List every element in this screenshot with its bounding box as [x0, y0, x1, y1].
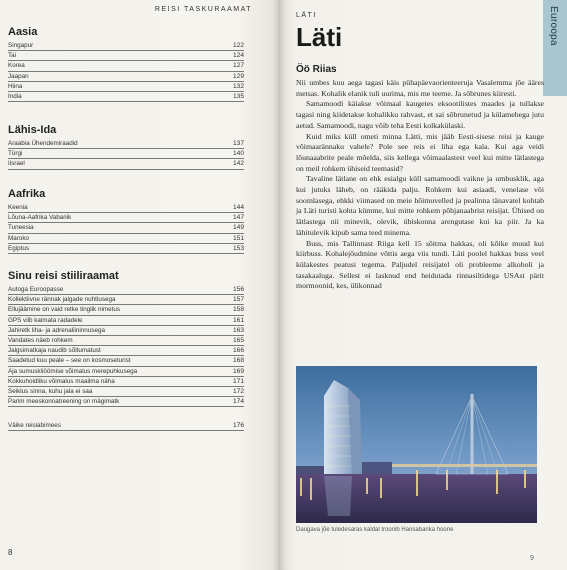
toc-entry [8, 92, 244, 102]
toc-entry-label: Maroko [8, 234, 29, 242]
toc-entry-page: 158 [232, 306, 244, 314]
toc-entry [8, 336, 244, 346]
toc-entry-page: 166 [232, 347, 244, 355]
toc-entry-label: Korea [8, 62, 25, 70]
article-body [296, 78, 544, 292]
toc-entry-page: 156 [232, 286, 244, 293]
toc-entry [8, 356, 244, 366]
photo-caption: Daugava jõe tuledesaras kaldal troonib Hansabanka hoone [296, 527, 454, 533]
toc-entry [8, 203, 244, 213]
toc-entry-page: 140 [232, 150, 244, 158]
left-page [0, 0, 278, 570]
toc-entry [8, 305, 244, 315]
toc-entry-page: 144 [232, 204, 244, 211]
toc-entry [8, 41, 244, 51]
page-number: 8 [8, 548, 13, 557]
toc-entry-label: Tai [8, 52, 17, 60]
toc-entry-label: Keenia [8, 204, 28, 211]
running-head: LÄTI [296, 12, 317, 19]
toc-entry-label: Hiina [8, 82, 23, 90]
toc-entry-label: Jaapan [8, 72, 29, 80]
toc-entry [8, 234, 244, 244]
toc-heading: Aafrika [8, 188, 46, 200]
toc-entry-page: 149 [232, 224, 244, 232]
toc-entry [8, 149, 244, 159]
section-tab-label: Euroopa [548, 6, 559, 46]
toc-entry [8, 139, 244, 149]
riga-night-photo [296, 366, 537, 523]
toc-entry-label: Lõuna-Aafrika Vabariik [8, 214, 72, 222]
toc-entry [8, 295, 244, 305]
paragraph: Kuid miks küll ometi minna Lätti, mis jääb Eesti-sisese reisi ja kauge võimaarännaku vahele? Pole see reis ei liha ega kala. Kui aga veidi lõunaaabrite peale mõelda, siis kellega võimaalastest veel kui mitte lätlastega on meil rohkem ühiseid teemasid? [296, 131, 544, 173]
toc-spacer [8, 407, 244, 421]
toc-section-lahis-ida [8, 124, 244, 170]
toc-entry [8, 421, 244, 431]
photo-illustration [296, 366, 537, 523]
toc-entry-page: 174 [232, 398, 244, 406]
toc-entry [8, 51, 244, 61]
toc-entry-label: Jalgsimatkaja naudib sõltumatust [8, 347, 101, 355]
toc-entry-page: 169 [232, 367, 244, 375]
toc-entry-label: Singapur [8, 42, 34, 49]
toc-heading: Sinu reisi stiiliraamat [8, 270, 119, 282]
article-subhead: Öö Riias [296, 64, 337, 75]
paragraph: Samamoodi käiakse võimaal kaugetes eksootilistes maades ja tullakse tagasi ning kiidetakse kohalikku rahvast, et sai sõbrunetud ja külamehega jutu aetud. Samamoodi, nagu võib teha Eesti kolkakülaski. [296, 99, 544, 130]
chapter-title: Läti [296, 22, 343, 52]
toc-entry-label: Saadetud kuu peale – see on kosmoseturist [8, 357, 131, 365]
toc-heading: Lähis-Ida [8, 124, 57, 136]
toc-entry [8, 72, 244, 82]
toc-entry-label: Kokkuhoidliku võimalus maailma näha [8, 377, 115, 385]
toc-entry-label: Jahiretk liha- ja adrenaliininnusega [8, 326, 105, 334]
paragraph: Nii umbes kuu aega tagasi käis pühapäevaorienteeruja Vasalemma jõe ääres metsas. Kohalik elanik tuli uurima, mis me teeme. Ja sõbrunes kiiresti. [296, 78, 544, 98]
toc-entry [8, 316, 244, 326]
paragraph: Tavaline lätlane on ehk esialgu küll samamoodi vaikne ja umbusklik, aga kui jutuks läheb, on rääkida palju. Rohkem kui asiaadi, venelase või soomlasega, ehkki viimased on meie hõimuvelled ja pealinna tänavatel kohtab ja Läti turisti kohta kümme, kui mitte rohkem põhjanaabrist reisijat. Ühised on lätlastega nii minevik, olevik, ühiskonna arengutase kui ka piir. Ja ka lähitulevik kipub sama teed minema. [296, 174, 544, 237]
toc-entry [8, 346, 244, 356]
book-gutter [272, 0, 286, 570]
toc-entry-page: 157 [232, 296, 244, 304]
toc-entry-label: Türgi [8, 150, 23, 158]
toc-entry [8, 213, 244, 223]
toc-entry-page: 124 [232, 52, 244, 60]
toc-entry [8, 159, 244, 169]
toc-entry-label: GPS viib kaimata radadele [8, 316, 83, 324]
toc-entry-page: 161 [232, 316, 244, 324]
toc-entry [8, 326, 244, 336]
toc-entry-page: 176 [232, 422, 244, 430]
toc-entry [8, 285, 244, 295]
toc-entry-label: Parim meeskonnatreening on mägimatk [8, 398, 120, 406]
toc-entry-page: 129 [232, 72, 244, 80]
toc-entry [8, 61, 244, 71]
toc-entry-label: Kollektiivne rännak jalgade nuhtlusega [8, 296, 116, 304]
toc-entry-page: 171 [232, 377, 244, 385]
toc-entry-label: Seiklus sinna, kuhu jala ei saa [8, 387, 93, 395]
toc-entry [8, 82, 244, 92]
toc-entry-page: 135 [232, 92, 244, 100]
toc-entry-page: 127 [232, 62, 244, 70]
toc-entry-label: Iisrael [8, 160, 25, 168]
toc-entry-page: 122 [232, 42, 244, 49]
toc-entry-label: Ellujäämine on vaid retke tinglik nimetus [8, 306, 121, 314]
paragraph: Buss, mis Tallinnast Riiga kell 15 sõitma hakkas, oli kõike muud kui kiirbuss. Kohalejõudmine võttis aega viis tundi. Läti poolel hakkas buss veel külakestes peatusi tegema. Paljudel reisijatel oli probleeme alkoholi ja tasakaaluga. Sellest ei lasknud end heidutada rinnasiltidega USAst pärit mormoonid, kes, ülikonnad [296, 238, 544, 291]
toc-section-aafrika [8, 188, 244, 254]
toc-entry-page: 163 [232, 326, 244, 334]
toc-entry-label: Tuneesia [8, 224, 34, 232]
toc-entry [8, 244, 244, 254]
toc-entry-page: 132 [232, 82, 244, 90]
toc-entry [8, 367, 244, 377]
running-head: REISI TASKURAAMAT [154, 6, 252, 13]
toc-entry-label: Väike reisiabimees [8, 422, 61, 430]
toc-section-aasia [8, 26, 244, 102]
toc-entry-page: 153 [232, 244, 244, 252]
toc-entry-label: Egiptus [8, 244, 30, 252]
toc-entry-page: 147 [232, 214, 244, 222]
toc-heading: Aasia [8, 26, 38, 38]
toc-entry-page: 165 [232, 336, 244, 344]
toc-entry [8, 223, 244, 233]
toc-entry-label: India [8, 92, 22, 100]
toc-entry-page: 137 [232, 140, 244, 147]
toc-entry-label: Aja sumuskliöömise võimalus merepuhkusega [8, 367, 138, 375]
page-number: 9 [530, 555, 534, 562]
toc-entry-page: 168 [232, 357, 244, 365]
toc-entry-label: Araabia Ühendemiraadid [8, 140, 78, 147]
toc-entry-label: Vandates näeb rohkem [8, 336, 73, 344]
toc-entry [8, 397, 244, 407]
toc-entry-page: 142 [232, 160, 244, 168]
toc-entry [8, 377, 244, 387]
toc-entry-page: 172 [232, 387, 244, 395]
toc-section-stiiliraamat [8, 270, 244, 431]
toc-entry-label: Autoga Euroopasse [8, 286, 64, 293]
toc-entry-page: 151 [232, 234, 244, 242]
toc-entry [8, 387, 244, 397]
